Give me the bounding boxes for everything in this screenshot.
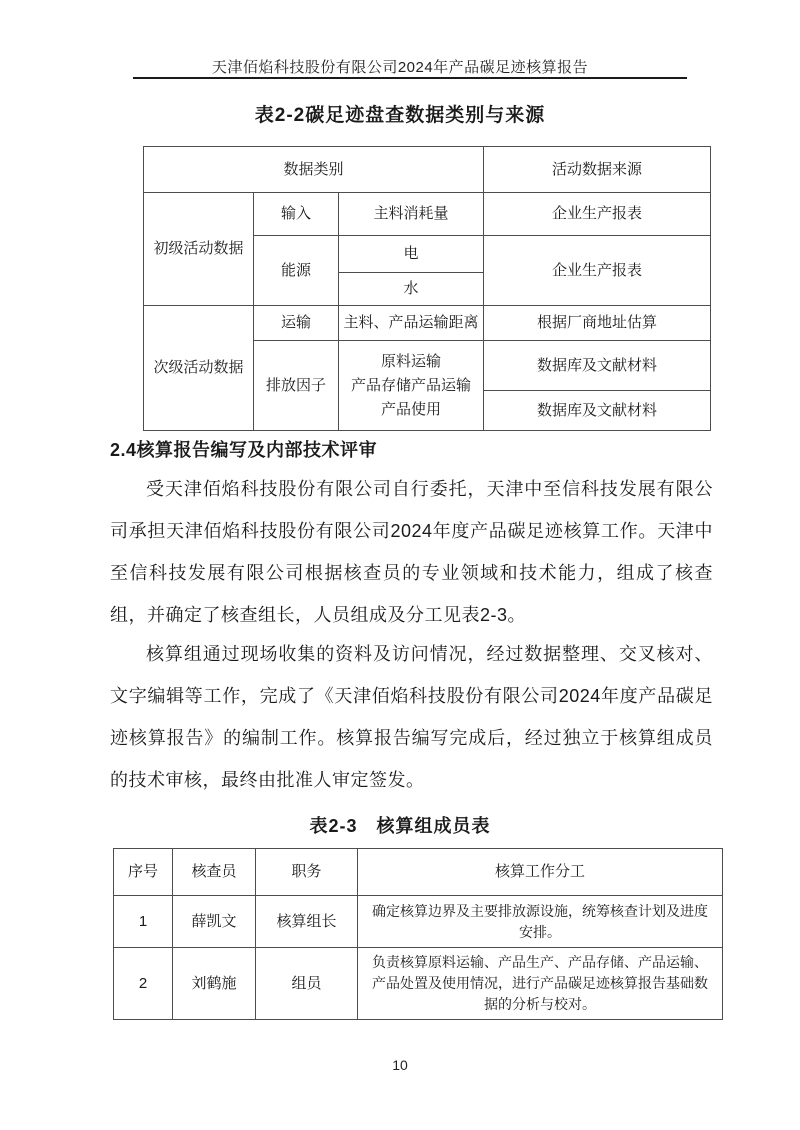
table-row [144, 306, 711, 341]
page-header-title: 天津佰焰科技股份有限公司2024年产品碳足迹核算报告 [211, 59, 589, 76]
cell-input-item: 主料消耗量 [339, 193, 484, 236]
cell-energy-label: 能源 [254, 236, 339, 306]
table-row [114, 896, 723, 948]
page-number: 10 [392, 1057, 408, 1073]
header-divider [133, 77, 687, 79]
cell-member-role: 核算组长 [256, 896, 358, 948]
header-cell-duty: 核算工作分工 [358, 849, 723, 896]
body-paragraph-1: 受天津佰焰科技股份有限公司自行委托，天津中至信科技发展有限公司承担天津佰焰科技股份有限公司2024年度产品碳足迹核算工作。天津中至信科技发展有限公司根据核查员的专业领域和技术能力，组成了核查组，并确定了核查组长，人员组成及分工见表2-3。 [110, 479, 713, 625]
table-2-3 [113, 848, 723, 1020]
cell-transport-source: 根据厂商地址估算 [484, 306, 711, 341]
cell-member-duty: 确定核算边界及主要排放源设施，统筹核查计划及进度安排。 [358, 896, 723, 948]
cell-member-duty: 负责核算原料运输、产品生产、产品存储、产品运输、产品处置及使用情况，进行产品碳足迹核算报告基础数据的分析与校对。 [358, 948, 723, 1020]
header-cell-data-category: 数据类别 [144, 147, 484, 193]
cell-member-name: 刘鹤施 [173, 948, 256, 1020]
cell-transport-label: 运输 [254, 306, 339, 341]
cell-secondary-activity-data: 次级活动数据 [144, 306, 254, 431]
cell-ef-source-1: 数据库及文献材料 [484, 341, 711, 391]
cell-energy-source: 企业生产报表 [484, 236, 711, 306]
header-cell-auditor: 核查员 [173, 849, 256, 896]
section-heading-2-4: 2.4核算报告编写及内部技术评审 [110, 440, 378, 460]
cell-transport-item: 主料、产品运输距离 [339, 306, 484, 341]
cell-member-no: 1 [114, 896, 173, 948]
cell-member-role: 组员 [256, 948, 358, 1020]
table-row [144, 147, 711, 193]
ef-item-line: 产品存储产品运输 [351, 376, 472, 394]
ef-item-line: 原料运输 [381, 352, 442, 370]
header-cell-no: 序号 [114, 849, 173, 896]
cell-emission-factor-label: 排放因子 [254, 341, 339, 431]
cell-ef-source-2: 数据库及文献材料 [484, 391, 711, 431]
table-row [114, 849, 723, 896]
body-paragraph-2: 核算组通过现场收集的资料及访问情况，经过数据整理、交叉核对、文字编辑等工作，完成了《天津佰焰科技股份有限公司2024年度产品碳足迹核算报告》的编制工作。核算报告编写完成后，经过独立于核算组成员的技术审核，最终由批准人审定签发。 [110, 644, 713, 790]
header-cell-activity-source: 活动数据来源 [484, 147, 711, 193]
cell-energy-water: 水 [339, 273, 484, 306]
cell-input-label: 输入 [254, 193, 339, 236]
cell-member-no: 2 [114, 948, 173, 1020]
header-cell-role: 职务 [256, 849, 358, 896]
table-2-2-title: 表2-2碳足迹盘查数据类别与来源 [254, 105, 546, 126]
cell-energy-electricity: 电 [339, 236, 484, 273]
cell-primary-activity-data: 初级活动数据 [144, 193, 254, 306]
table-2-3-title: 表2-3 核算组成员表 [309, 816, 491, 836]
table-row [114, 948, 723, 1020]
table-row [144, 193, 711, 236]
table-2-2 [143, 146, 711, 431]
cell-member-name: 薛凯文 [173, 896, 256, 948]
cell-emission-factor-items [339, 341, 484, 431]
ef-item-line: 产品使用 [381, 400, 442, 418]
cell-input-source: 企业生产报表 [484, 193, 711, 236]
